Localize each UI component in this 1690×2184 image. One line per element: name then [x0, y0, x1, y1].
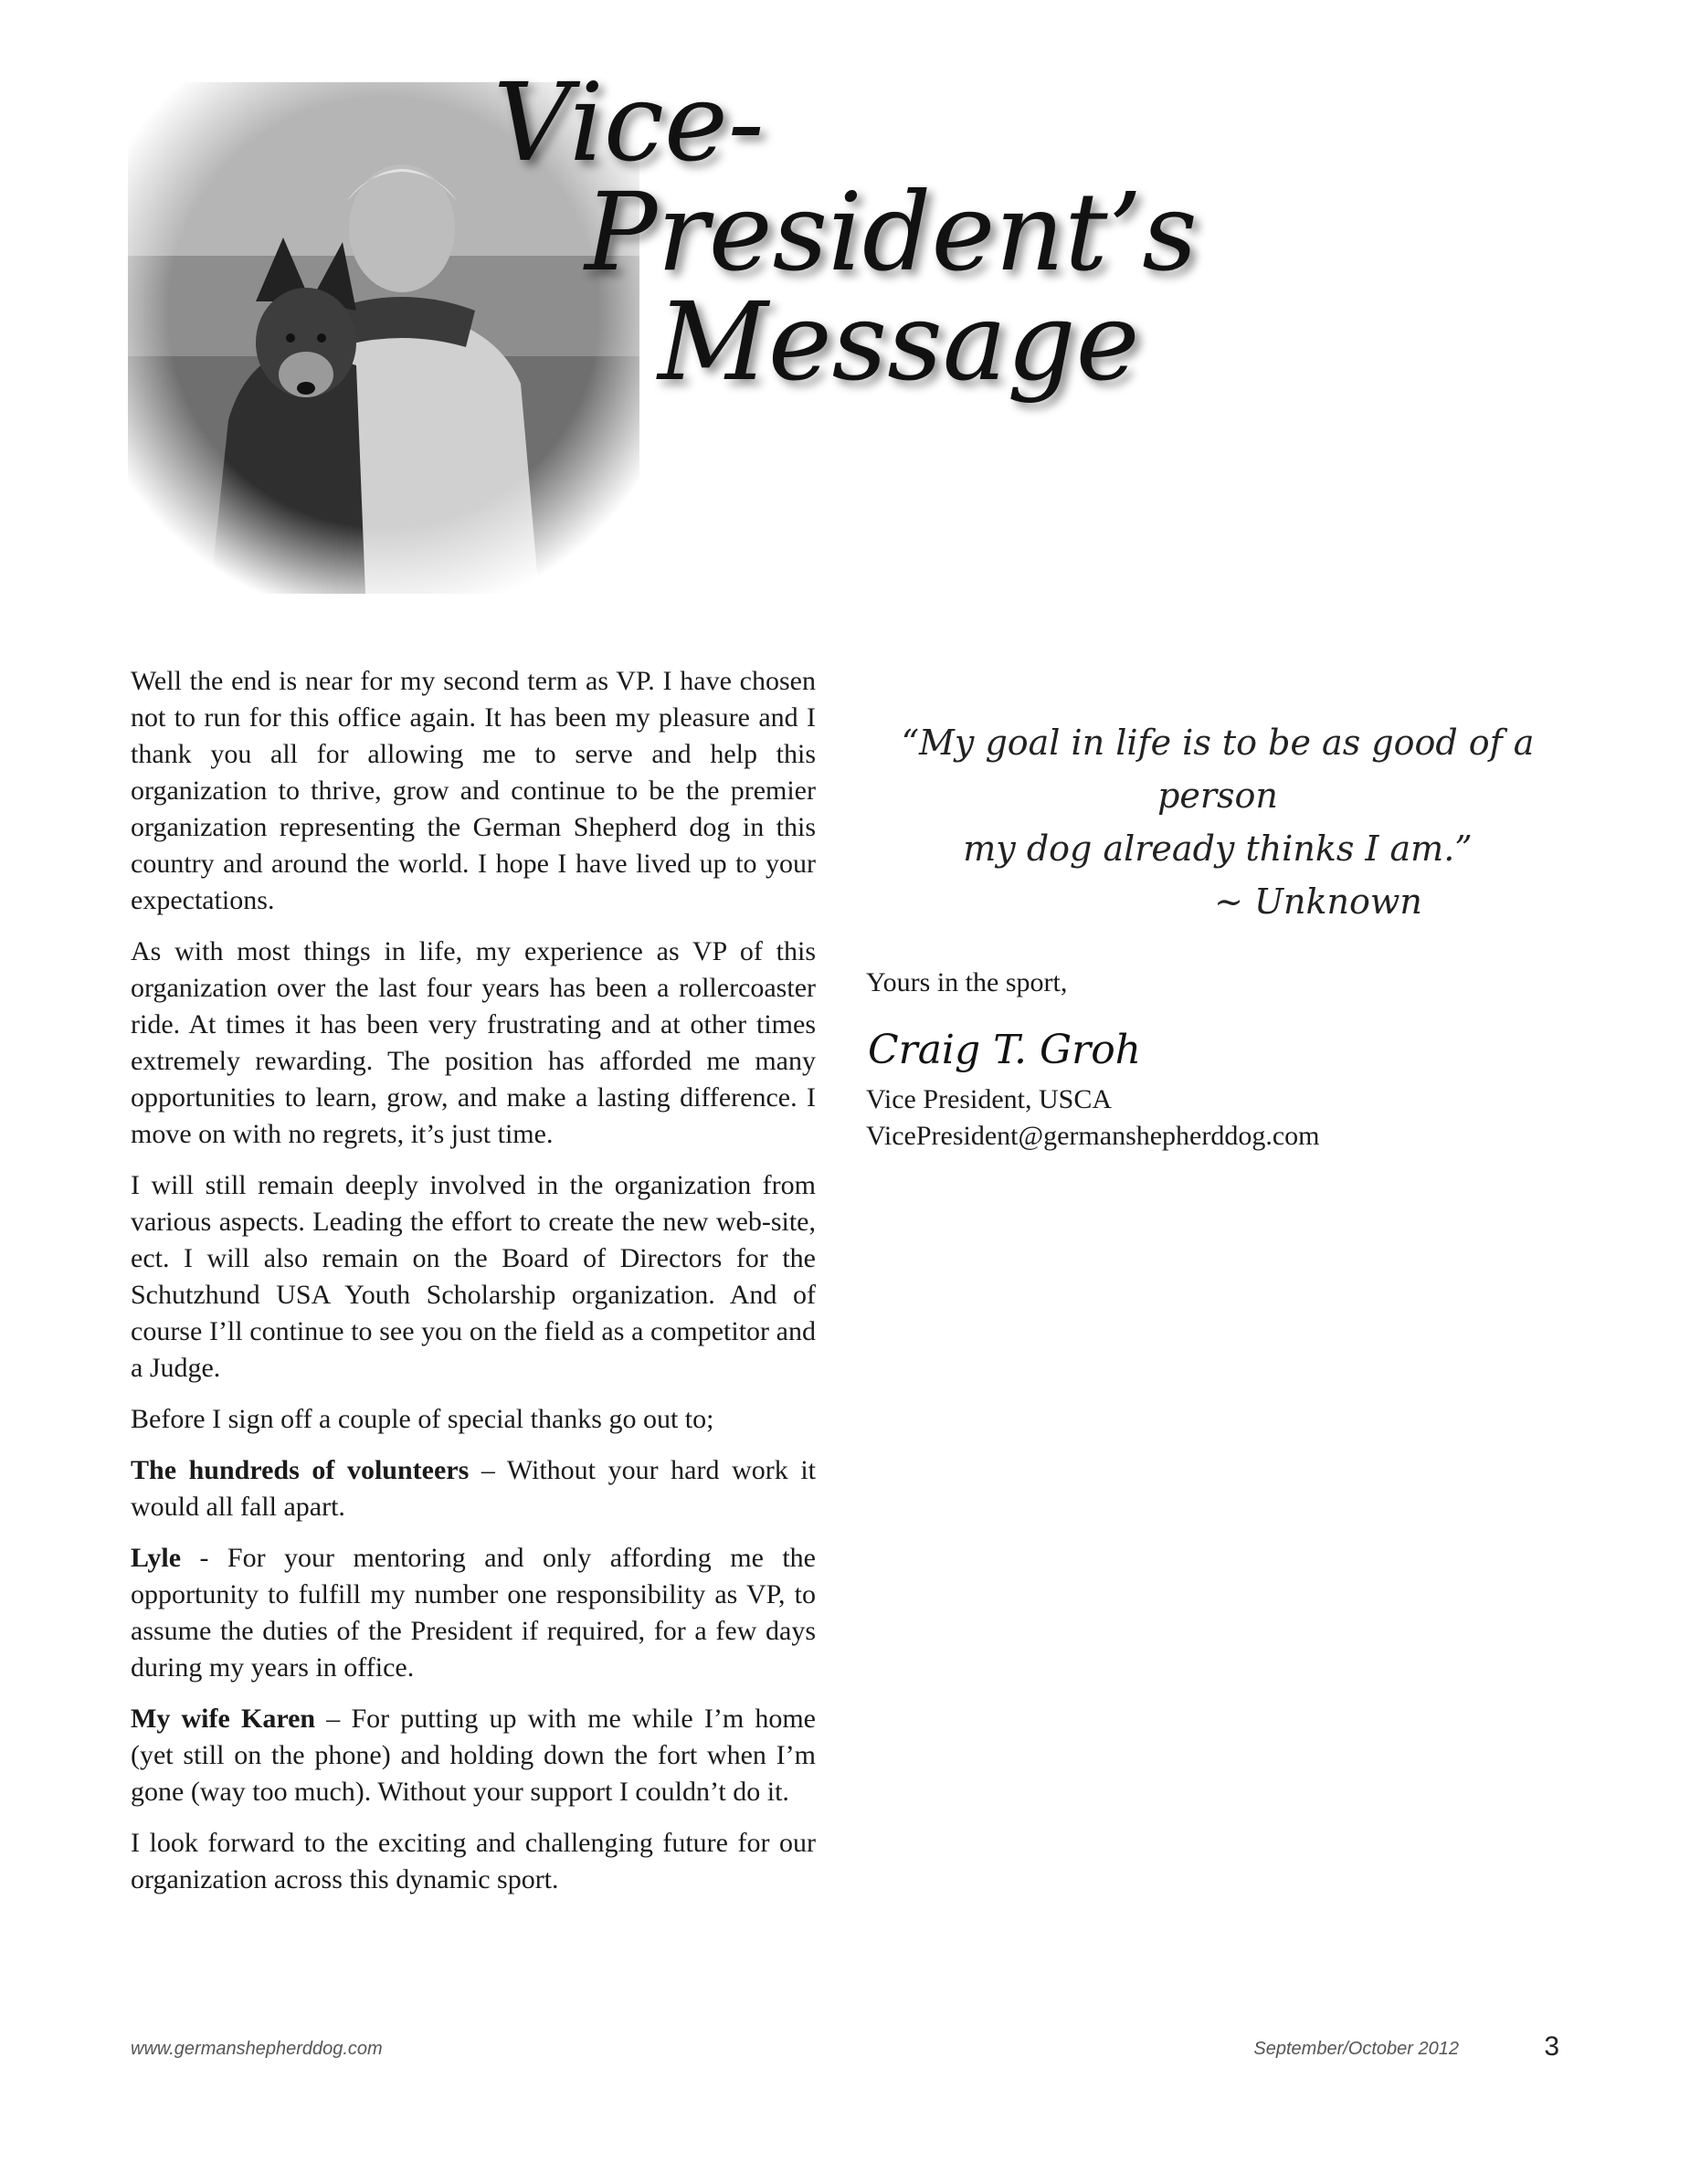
- thanks-karen: [131, 1701, 816, 1810]
- thanks-lyle: [131, 1540, 816, 1686]
- title-line-1: Vice-: [493, 59, 765, 185]
- quote-attribution: ~ Unknown: [1214, 881, 1422, 922]
- author-role: Vice President, USCA: [866, 1084, 1113, 1114]
- author-email: VicePresident@germanshepherddog.com: [866, 1121, 1320, 1151]
- page-number: 3: [1544, 2031, 1559, 2062]
- pull-quote: [866, 716, 1569, 928]
- signature: Craig T. Groh: [868, 1027, 1142, 1073]
- quote-line-1: “My goal in life is to be as good of a person: [901, 723, 1535, 816]
- footer-issue-date: September/October 2012: [1253, 2039, 1459, 2059]
- closing-block: [866, 965, 1569, 1155]
- article-body: [131, 663, 816, 1913]
- paragraph-3: I will still remain deeply involved in the organization from various aspects. Leading the effort to create the new web-site, ect. I will also remain on the Board of Directors for the Schutzhund USA Youth Scholarship organization. And of course I’ll continue to see you on the field as a competitor and a Judge.: [131, 1170, 816, 1383]
- sidebar-column: [866, 716, 1569, 1155]
- thanks-volunteers-name: The hundreds of volunteers: [131, 1455, 470, 1485]
- page-title: [493, 59, 1198, 405]
- paragraph-5: I look forward to the exciting and challenging future for our organization across this dynamic sport.: [131, 1828, 816, 1894]
- thanks-volunteers-text: – Without your hard work it would all fall apart.: [131, 1455, 816, 1522]
- salutation: Yours in the sport,: [866, 967, 1068, 997]
- thanks-karen-text: – For putting up with me while I’m home (yet still on the phone) and holding down the fort when I’m gone (way too much). Without your support I couldn’t do it.: [131, 1704, 816, 1807]
- thanks-lyle-name: Lyle: [131, 1543, 182, 1573]
- paragraph-2: As with most things in life, my experience as VP of this organization over the last four years has been a rollercoaster ride. At times it has been very frustrating and at other times extremely rewarding. The position has afforded me many opportunities to learn, grow, and make a lasting difference. I move on with no regrets, it’s just time.: [131, 936, 816, 1149]
- title-line-3: Message: [658, 278, 1140, 405]
- thanks-volunteers: [131, 1452, 816, 1525]
- title-line-2: President’s: [585, 168, 1198, 295]
- quote-line-2: my dog already thinks I am.”: [963, 828, 1473, 869]
- footer-url: www.germanshepherddog.com: [131, 2039, 383, 2059]
- thanks-lyle-text: - For your mentoring and only affording me the opportunity to fulfill my number one responsibility as VP, to assume the duties of the President if required, for a few days during my years in office.: [131, 1543, 816, 1683]
- page-footer: [131, 2033, 1559, 2070]
- paragraph-4: Before I sign off a couple of special thanks go out to;: [131, 1404, 714, 1434]
- thanks-karen-name: My wife Karen: [131, 1704, 316, 1734]
- paragraph-1: Well the end is near for my second term as VP. I have chosen not to run for this office again. It has been my pleasure and I thank you all for allowing me to serve and help this organization to thrive, grow and continue to be the premier organization representing the German Shepherd dog in this country and around the world. I hope I have lived up to your expectations.: [131, 666, 816, 915]
